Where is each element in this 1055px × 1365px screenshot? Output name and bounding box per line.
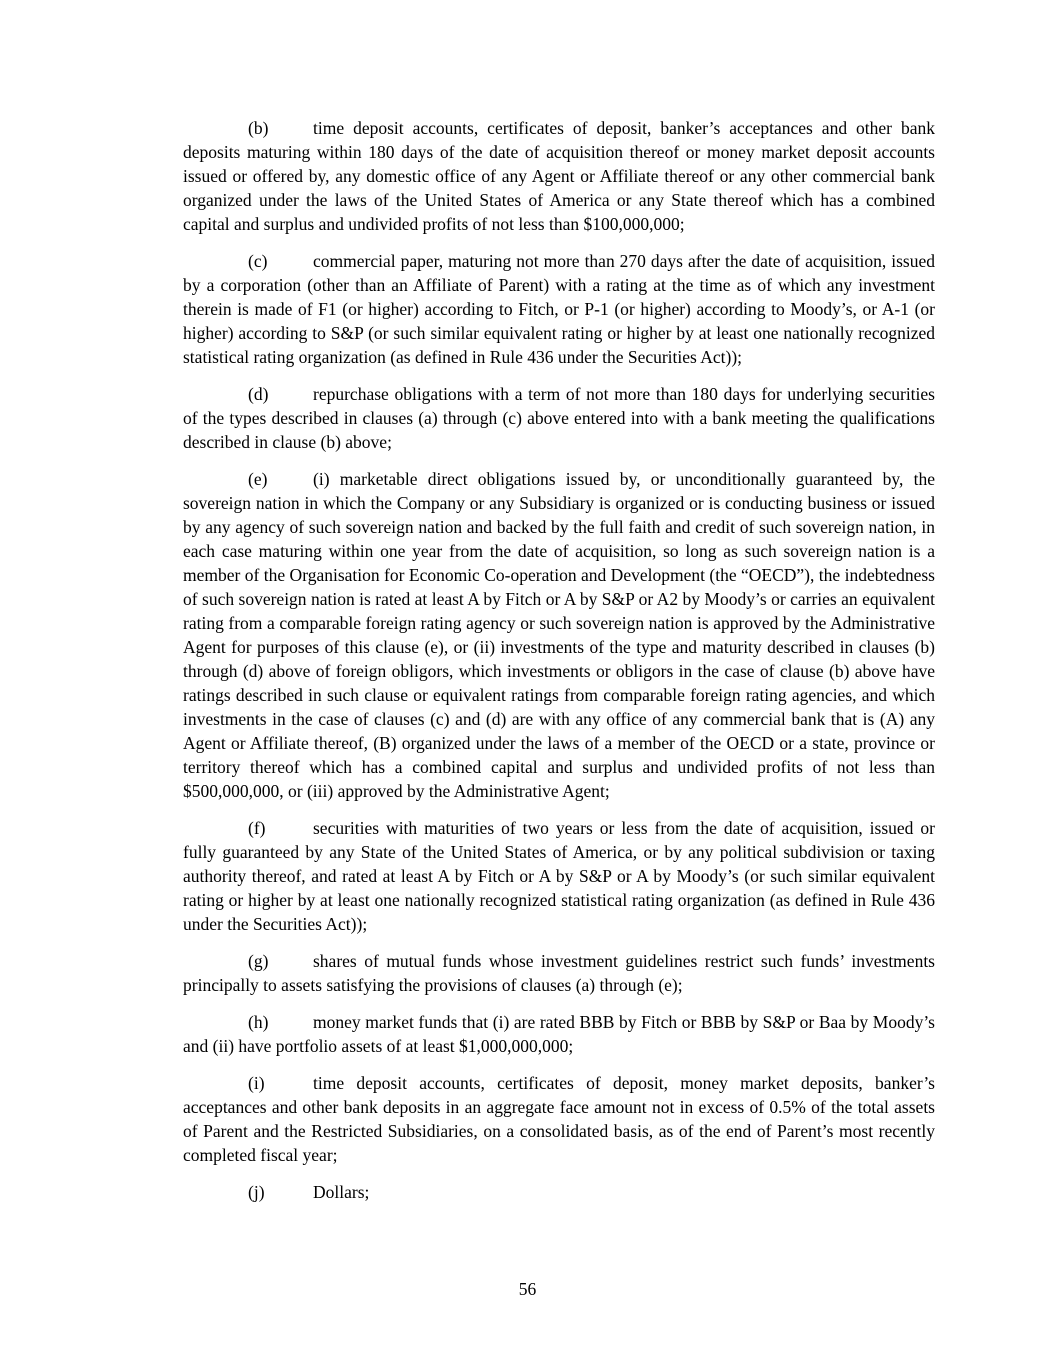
clause-label-d: (d) bbox=[248, 384, 269, 404]
clause-text-j: Dollars; bbox=[313, 1182, 370, 1202]
clause-paragraph-g bbox=[183, 949, 935, 997]
clause-paragraph-e bbox=[183, 467, 935, 803]
clause-text-c: commercial paper, maturing not more than 270 days after the date of acquisition, issued by a corporation (other than an Affiliate of Parent) with a rating at the time as of which any investment therein is made of F1 (or higher) according to Fitch, or P-1 (or higher) according to Moody’s, or A-1 (or higher) according to S&P (or such similar equivalent rating or higher by at least one nationally recognized statistical rating organization (as defined in Rule 436 under the Securities Act)); bbox=[183, 251, 935, 367]
clause-paragraph-f bbox=[183, 816, 935, 936]
clause-label-b: (b) bbox=[248, 118, 269, 138]
clause-label-e: (e) bbox=[248, 469, 268, 489]
clause-paragraph-j bbox=[183, 1180, 935, 1204]
clause-text-f: securities with maturities of two years or less from the date of acquisition, issued or fully guaranteed by any State of the United States of America, or by any political subdivision or taxing authority thereof, and rated at least A by Fitch or A by S&P or A by Moody’s (or such similar equivalent rating or higher by at least one nationally recognized statistical rating organization (as defined in Rule 436 under the Securities Act)); bbox=[183, 818, 935, 934]
clause-label-h: (h) bbox=[248, 1012, 269, 1032]
clause-text-e: (i) marketable direct obligations issued by, or unconditionally guaranteed by, the sovereign nation in which the Company or any Subsidiary is organized or is conducting business or issued by any agency of such sovereign nation and backed by the full faith and credit of such sovereign nation, in each case maturing within one year from the date of acquisition, so long as such sovereign nation is a member of the Organisation for Economic Co-operation and Development (the “OECD”), the indebtedness of such sovereign nation is rated at least A by Fitch or A by S&P or A2 by Moody’s or carries an equivalent rating from a comparable foreign rating agency or such sovereign nation is approved by the Administrative Agent for purposes of this clause (e), or (ii) investments of the type and maturity described in clauses (b) through (d) above of foreign obligors, which investments or obligors in the case of clause (b) above have ratings described in such clause or equivalent ratings from comparable foreign rating agencies, and which investments in the case of clauses (c) and (d) are with any office of any commercial bank that is (A) any Agent or Affiliate thereof, (B) organized under the laws of a member of the OECD or a state, province or territory thereof which has a combined capital and surplus and undivided profits of not less than $500,000,000, or (iii) approved by the Administrative Agent; bbox=[183, 469, 935, 801]
clause-label-g: (g) bbox=[248, 951, 269, 971]
clause-text-d: repurchase obligations with a term of not more than 180 days for underlying securities of the types described in clauses (a) through (c) above entered into with a bank meeting the qualifications described in clause (b) above; bbox=[183, 384, 935, 452]
clause-label-c: (c) bbox=[248, 251, 268, 271]
clause-label-f: (f) bbox=[248, 818, 266, 838]
clause-text-h: money market funds that (i) are rated BBB by Fitch or BBB by S&P or Baa by Moody’s and (ii) have portfolio assets of at least $1,000,000,000; bbox=[183, 1012, 935, 1056]
document-text-block bbox=[183, 116, 935, 1217]
clause-text-b: time deposit accounts, certificates of deposit, banker’s acceptances and other bank deposits maturing within 180 days of the date of acquisition thereof or money market deposit accounts issued or offered by, any domestic office of any Agent or Affiliate thereof or any other commercial bank organized under the laws of the United States of America or any State thereof which has a combined capital and surplus and undivided profits of not less than $100,000,000; bbox=[183, 118, 935, 234]
clause-paragraph-d bbox=[183, 382, 935, 454]
page-number: 56 bbox=[518, 1279, 537, 1299]
clause-paragraph-c bbox=[183, 249, 935, 369]
clause-paragraph-i bbox=[183, 1071, 935, 1167]
clause-label-j: (j) bbox=[248, 1182, 265, 1202]
clause-paragraph-h bbox=[183, 1010, 935, 1058]
clause-text-i: time deposit accounts, certificates of deposit, money market deposits, banker’s acceptances and other bank deposits in an aggregate face amount not in excess of 0.5% of the total assets of Parent and the Restricted Subsidiaries, on a consolidated basis, as of the end of Parent’s most recently completed fiscal year; bbox=[183, 1073, 935, 1165]
clause-paragraph-b bbox=[183, 116, 935, 236]
clause-text-g: shares of mutual funds whose investment guidelines restrict such funds’ investments principally to assets satisfying the provisions of clauses (a) through (e); bbox=[183, 951, 935, 995]
clause-label-i: (i) bbox=[248, 1073, 265, 1093]
